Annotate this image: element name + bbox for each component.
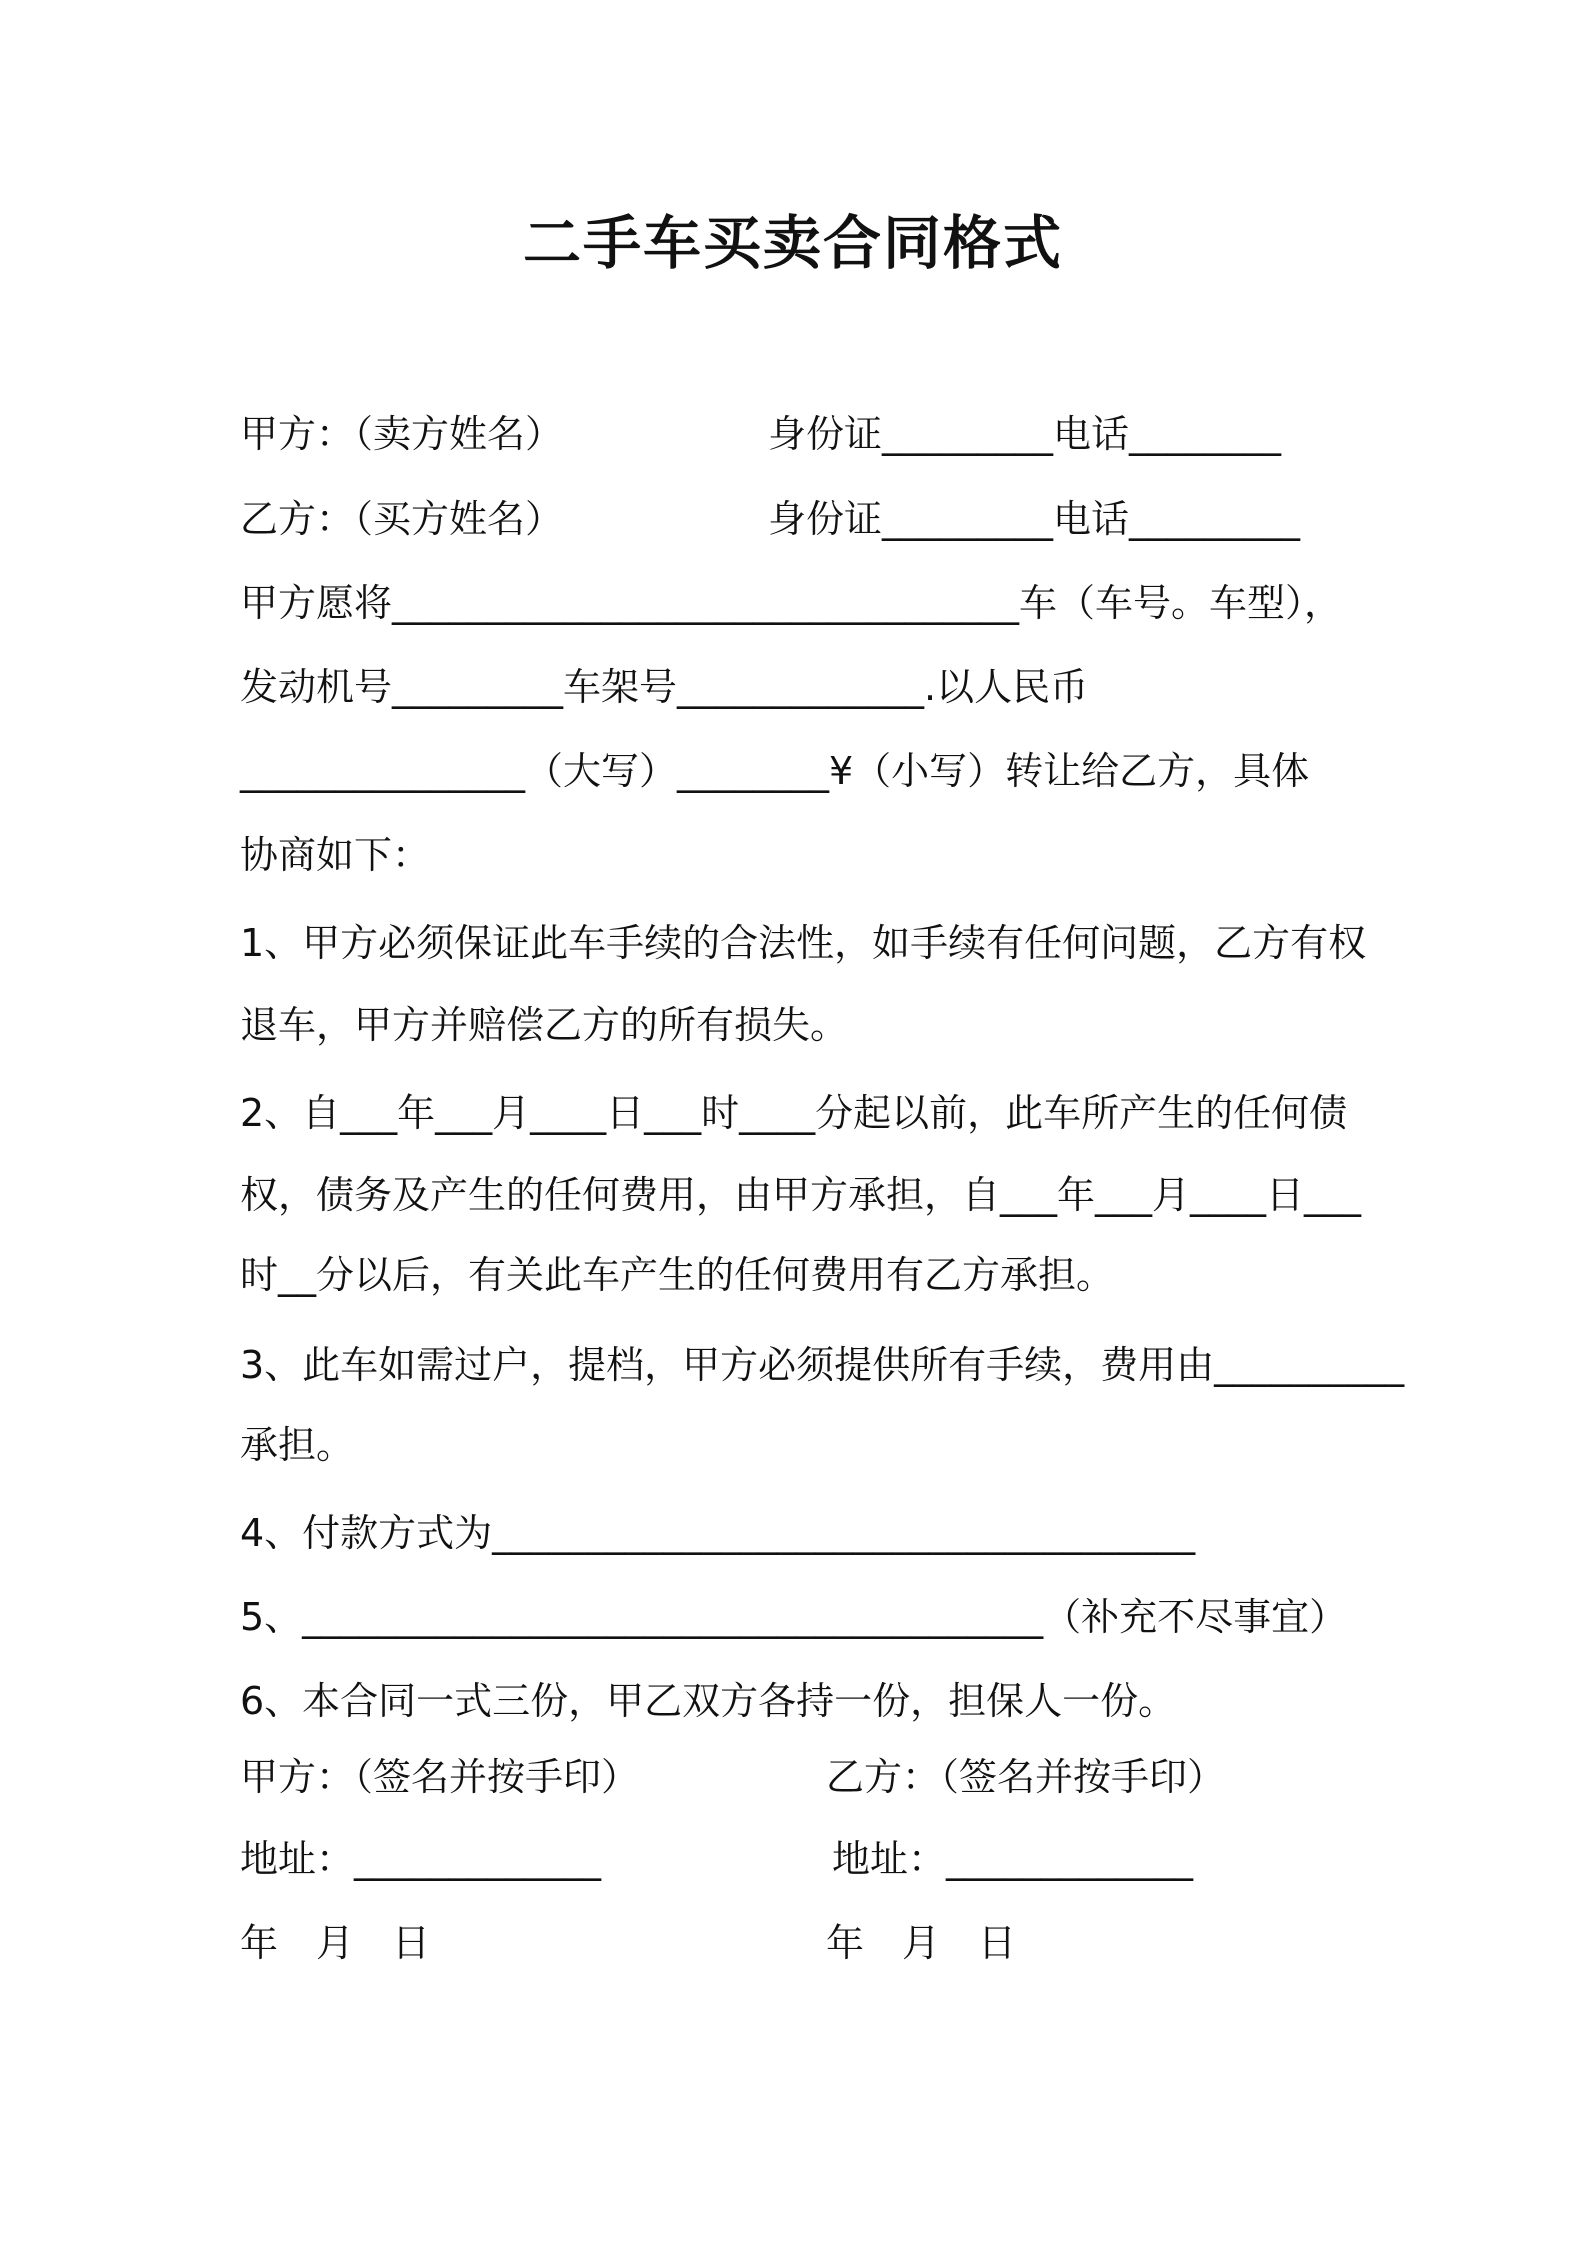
clause-2-line-1: 2、自___年___月____日___时____分起以前，此车所产生的任何债 <box>240 1091 1348 1135</box>
party-b-address: 地址：_____________ <box>832 1837 1194 1881</box>
party-b-signature: 乙方：（签名并按手印） <box>826 1755 1226 1799</box>
clause-1-line-2: 退车，甲方并赔偿乙方的所有损失。 <box>240 1003 849 1047</box>
clause-2-line-2: 权，债务及产生的任何费用，由甲方承担，自___年___月____日___ <box>240 1173 1362 1217</box>
clause-3-line-2: 承担。 <box>240 1423 355 1467</box>
seller-id-phone-line: 身份证_________电话________ <box>768 412 1282 456</box>
party-a-address: 地址：_____________ <box>240 1837 602 1881</box>
seller-name-line: 甲方：（卖方姓名） <box>240 412 564 456</box>
party-b-date: 年 月 日 <box>826 1921 1017 1965</box>
party-a-date: 年 月 日 <box>240 1921 431 1965</box>
document-title: 二手车买卖合同格式 <box>522 209 1063 277</box>
intro-line-2: 发动机号_________车架号_____________.以人民币 <box>240 665 1089 709</box>
clause-4-line: 4、付款方式为_____________________________________ <box>240 1511 1196 1555</box>
clause-6-line: 6、本合同一式三份，甲乙双方各持一份，担保人一份。 <box>240 1679 1177 1723</box>
party-a-signature: 甲方：（签名并按手印） <box>240 1755 640 1799</box>
clause-2-line-3: 时__分以后，有关此车产生的任何费用有乙方承担。 <box>240 1253 1115 1297</box>
intro-line-3: _______________（大写）________¥（小写）转让给乙方，具体 <box>240 749 1310 793</box>
clause-1-line-1: 1、甲方必须保证此车手续的合法性，如手续有任何问题，乙方有权 <box>240 921 1367 965</box>
buyer-id-phone-line: 身份证_________电话_________ <box>768 497 1301 541</box>
clause-5-line: 5、_______________________________________（补充不尽事宜） <box>240 1595 1348 1639</box>
intro-line-4: 协商如下： <box>240 833 431 877</box>
buyer-name-line: 乙方：（买方姓名） <box>240 497 564 541</box>
intro-line-1: 甲方愿将_________________________________车（车号。车型）， <box>240 581 1343 625</box>
clause-3-line-1: 3、此车如需过户，提档，甲方必须提供所有手续，费用由__________ <box>240 1343 1405 1387</box>
